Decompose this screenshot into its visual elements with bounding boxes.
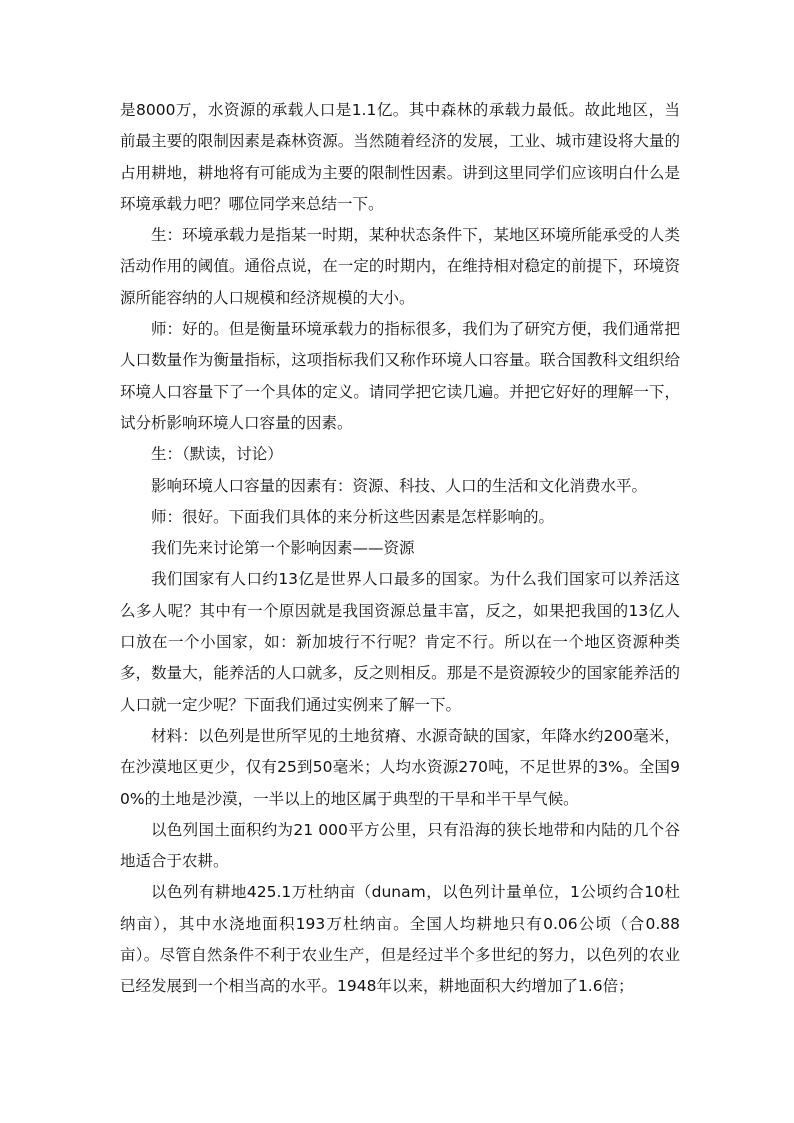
paragraph-teacher-analysis: 师：很好。下面我们具体的来分析这些因素是怎样影响的。 xyxy=(151,507,555,526)
paragraph-influencing-factors: 影响环境人口容量的因素有：资源、科技、人口的生活和文化消费水平。 xyxy=(151,476,648,495)
paragraph-student-definition: 生：环境承载力是指某一时期，某种状态条件下，某地区环境所能承受的人类活动作用的阈值。通俗点说，在一定的时期内，在维持相对稳定的前提下，环境资源所能容纳的人口规模和经济规模的大小。 xyxy=(120,226,680,307)
paragraph-israel-material: 材料：以色列是世所罕见的土地贫瘠、水源奇缺的国家，年降水约200毫米，在沙漠地区更少，仅有25到50毫米；人均水资源270吨，不足世界的3%。全国90%的土地是沙漠，一半以上的地区属于典型的干旱和半干旱气候。 xyxy=(120,726,680,808)
paragraph-israel-area: 以色列国土面积约为21 000平方公里，只有沿海的狭长地带和内陆的几个谷地适合于农耕。 xyxy=(120,820,680,871)
paragraph-student-reading: 生：（默读，讨论） xyxy=(151,445,283,464)
paragraph-carrying-capacity-intro: 是8000万，水资源的承载人口是1.1亿。其中森林的承载力最低。故此地区，当前最主要的限制因素是森林资源。当然随着经济的发展，工业、城市建设将大量的占用耕地，耕地将有可能成为主要的限制性因素。讲到这里同学们应该明白什么是环境承载力吧？哪位同学来总结一下。 xyxy=(120,101,680,213)
document-body xyxy=(120,95,680,1003)
paragraph-china-population: 我们国家有人口约13亿是世界人口最多的国家。为什么我们国家可以养活这么多人呢？其中有一个原因就是我国资源总量丰富，反之，如果把我国的13亿人口放在一个小国家，如：新加坡行不行呢？肯定不行。所以在一个地区资源种类多，数量大，能养活的人口就多，反之则相反。那是不是资源较少的国家能养活的人口就一定少呢？下面我们通过实例来了解一下。 xyxy=(120,570,680,714)
paragraph-first-factor-heading: 我们先来讨论第一个影响因素——资源 xyxy=(151,539,415,558)
paragraph-teacher-population-capacity: 师：好的。但是衡量环境承载力的指标很多，我们为了研究方便，我们通常把人口数量作为衡量指标，这项指标我们又称作环境人口容量。联合国教科文组织给环境人口容量下了一个具体的定义。请同学把它读几遍。并把它好好的理解一下，试分析影响环境人口容量的因素。 xyxy=(120,320,680,432)
paragraph-israel-farmland: 以色列有耕地425.1万杜纳亩（dunam，以色列计量单位，1公顷约合10杜纳亩），其中水浇地面积193万杜纳亩。全国人均耕地只有0.06公顷（合0.88亩）。尽管自然条件不利于农业生产，但是经过半个多世纪的努力，以色列的农业已经发展到一个相当高的水平。1948年以来，耕地面积大约增加了1.6倍； xyxy=(120,883,680,996)
